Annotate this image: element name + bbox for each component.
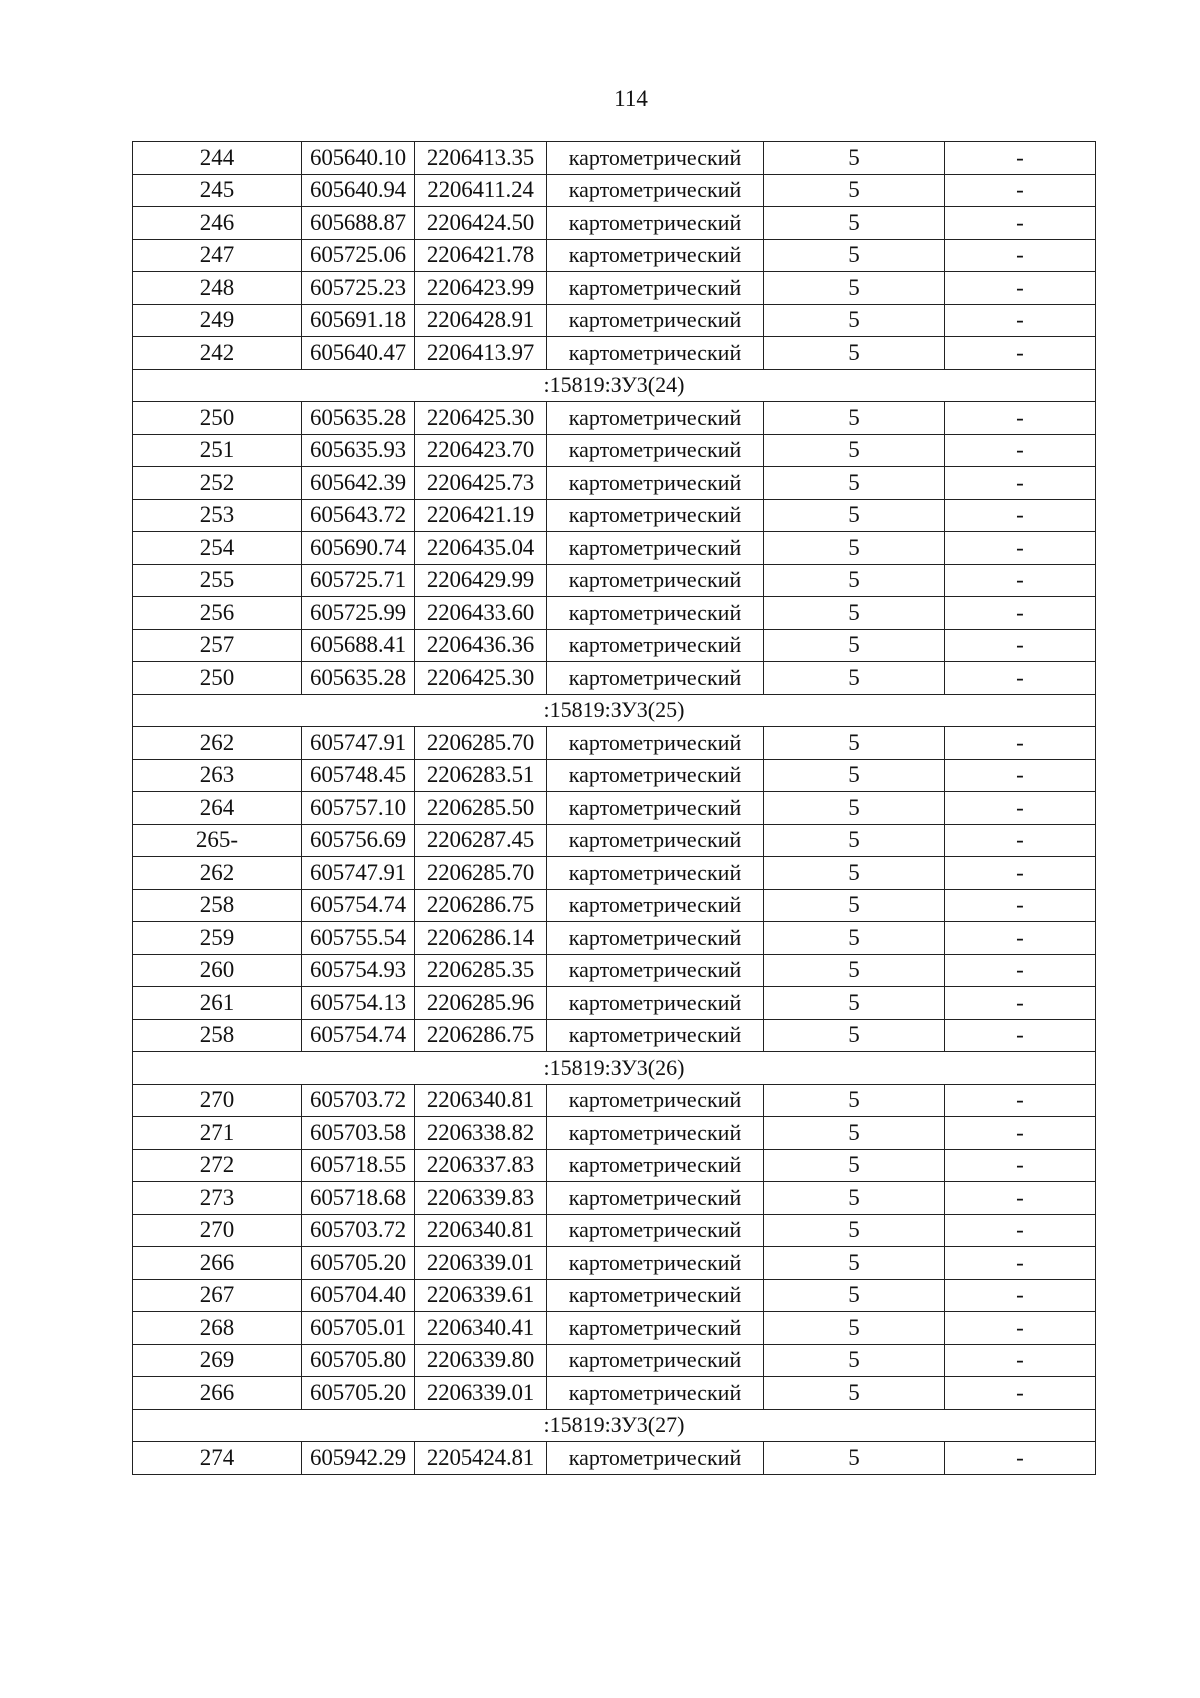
point-number-cell: 262 (133, 857, 302, 890)
accuracy-cell: 5 (764, 792, 945, 825)
y-coordinate-cell: 2206339.80 (415, 1344, 547, 1377)
section-label: :15819:ЗУ3(25) (133, 694, 1096, 727)
accuracy-cell: 5 (764, 987, 945, 1020)
accuracy-cell: 5 (764, 304, 945, 337)
note-cell: - (945, 304, 1096, 337)
y-coordinate-cell: 2206339.83 (415, 1182, 547, 1215)
accuracy-cell: 5 (764, 1149, 945, 1182)
page-number: 114 (614, 86, 648, 111)
note-cell: - (945, 1214, 1096, 1247)
x-coordinate-cell: 605754.74 (302, 1019, 415, 1052)
table-row (133, 1377, 1096, 1410)
table-row (133, 759, 1096, 792)
accuracy-cell: 5 (764, 1182, 945, 1215)
x-coordinate-cell: 605690.74 (302, 532, 415, 565)
method-cell: картометрический (547, 434, 764, 467)
method-cell: картометрический (547, 1117, 764, 1150)
x-coordinate-cell: 605688.87 (302, 207, 415, 240)
method-cell: картометрический (547, 954, 764, 987)
table-row (133, 564, 1096, 597)
table-row (133, 1019, 1096, 1052)
accuracy-cell: 5 (764, 564, 945, 597)
table-row (133, 857, 1096, 890)
y-coordinate-cell: 2206433.60 (415, 597, 547, 630)
y-coordinate-cell: 2206429.99 (415, 564, 547, 597)
method-cell: картометрический (547, 857, 764, 890)
accuracy-cell: 5 (764, 922, 945, 955)
table-row (133, 727, 1096, 760)
point-number-cell: 250 (133, 662, 302, 695)
note-cell: - (945, 532, 1096, 565)
table-row (133, 1344, 1096, 1377)
table-row (133, 1247, 1096, 1280)
x-coordinate-cell: 605703.72 (302, 1084, 415, 1117)
accuracy-cell: 5 (764, 1117, 945, 1150)
accuracy-cell: 5 (764, 239, 945, 272)
note-cell: - (945, 499, 1096, 532)
x-coordinate-cell: 605688.41 (302, 629, 415, 662)
accuracy-cell: 5 (764, 1279, 945, 1312)
note-cell: - (945, 1149, 1096, 1182)
y-coordinate-cell: 2206286.14 (415, 922, 547, 955)
accuracy-cell: 5 (764, 207, 945, 240)
point-number-cell: 269 (133, 1344, 302, 1377)
y-coordinate-cell: 2206340.41 (415, 1312, 547, 1345)
method-cell: картометрический (547, 1149, 764, 1182)
table-row (133, 402, 1096, 435)
point-number-cell: 274 (133, 1442, 302, 1475)
accuracy-cell: 5 (764, 434, 945, 467)
x-coordinate-cell: 605748.45 (302, 759, 415, 792)
method-cell: картометрический (547, 792, 764, 825)
x-coordinate-cell: 605635.28 (302, 402, 415, 435)
y-coordinate-cell: 2206413.97 (415, 337, 547, 370)
table-row (133, 1442, 1096, 1475)
method-cell: картометрический (547, 337, 764, 370)
note-cell: - (945, 1377, 1096, 1410)
point-number-cell: 273 (133, 1182, 302, 1215)
table-row (133, 889, 1096, 922)
point-number-cell: 248 (133, 272, 302, 305)
note-cell: - (945, 727, 1096, 760)
x-coordinate-cell: 605725.99 (302, 597, 415, 630)
accuracy-cell: 5 (764, 1312, 945, 1345)
x-coordinate-cell: 605747.91 (302, 727, 415, 760)
table-row (133, 434, 1096, 467)
x-coordinate-cell: 605705.01 (302, 1312, 415, 1345)
method-cell: картометрический (547, 402, 764, 435)
x-coordinate-cell: 605757.10 (302, 792, 415, 825)
method-cell: картометрический (547, 922, 764, 955)
table-row (133, 1279, 1096, 1312)
x-coordinate-cell: 605754.93 (302, 954, 415, 987)
x-coordinate-cell: 605640.47 (302, 337, 415, 370)
y-coordinate-cell: 2206285.50 (415, 792, 547, 825)
coordinates-table-body (133, 142, 1096, 1475)
point-number-cell: 266 (133, 1377, 302, 1410)
y-coordinate-cell: 2206421.78 (415, 239, 547, 272)
point-number-cell: 263 (133, 759, 302, 792)
x-coordinate-cell: 605703.58 (302, 1117, 415, 1150)
note-cell: - (945, 1442, 1096, 1475)
point-number-cell: 247 (133, 239, 302, 272)
note-cell: - (945, 1247, 1096, 1280)
y-coordinate-cell: 2206339.61 (415, 1279, 547, 1312)
method-cell: картометрический (547, 1344, 764, 1377)
accuracy-cell: 5 (764, 889, 945, 922)
y-coordinate-cell: 2206436.36 (415, 629, 547, 662)
method-cell: картометрический (547, 1214, 764, 1247)
y-coordinate-cell: 2206425.73 (415, 467, 547, 500)
note-cell: - (945, 207, 1096, 240)
note-cell: - (945, 239, 1096, 272)
section-label: :15819:ЗУ3(26) (133, 1052, 1096, 1085)
x-coordinate-cell: 605725.71 (302, 564, 415, 597)
point-number-cell: 257 (133, 629, 302, 662)
note-cell: - (945, 142, 1096, 175)
y-coordinate-cell: 2206338.82 (415, 1117, 547, 1150)
accuracy-cell: 5 (764, 174, 945, 207)
x-coordinate-cell: 605756.69 (302, 824, 415, 857)
point-number-cell: 261 (133, 987, 302, 1020)
accuracy-cell: 5 (764, 467, 945, 500)
accuracy-cell: 5 (764, 532, 945, 565)
x-coordinate-cell: 605691.18 (302, 304, 415, 337)
accuracy-cell: 5 (764, 629, 945, 662)
table-row (133, 1149, 1096, 1182)
note-cell: - (945, 857, 1096, 890)
note-cell: - (945, 1019, 1096, 1052)
point-number-cell: 256 (133, 597, 302, 630)
accuracy-cell: 5 (764, 402, 945, 435)
point-number-cell: 259 (133, 922, 302, 955)
point-number-cell: 249 (133, 304, 302, 337)
y-coordinate-cell: 2206337.83 (415, 1149, 547, 1182)
table-row (133, 467, 1096, 500)
method-cell: картометрический (547, 1279, 764, 1312)
y-coordinate-cell: 2206423.99 (415, 272, 547, 305)
point-number-cell: 242 (133, 337, 302, 370)
y-coordinate-cell: 2206285.96 (415, 987, 547, 1020)
y-coordinate-cell: 2206423.70 (415, 434, 547, 467)
table-row (133, 239, 1096, 272)
table-row (133, 987, 1096, 1020)
y-coordinate-cell: 2206421.19 (415, 499, 547, 532)
table-row (133, 954, 1096, 987)
y-coordinate-cell: 2206285.35 (415, 954, 547, 987)
table-row (133, 337, 1096, 370)
accuracy-cell: 5 (764, 1084, 945, 1117)
note-cell: - (945, 759, 1096, 792)
x-coordinate-cell: 605643.72 (302, 499, 415, 532)
table-row (133, 1214, 1096, 1247)
section-label: :15819:ЗУ3(27) (133, 1409, 1096, 1442)
x-coordinate-cell: 605718.68 (302, 1182, 415, 1215)
note-cell: - (945, 954, 1096, 987)
table-row (133, 207, 1096, 240)
table-row (133, 792, 1096, 825)
table-row (133, 142, 1096, 175)
table-row (133, 824, 1096, 857)
table-row (133, 629, 1096, 662)
method-cell: картометрический (547, 239, 764, 272)
accuracy-cell: 5 (764, 499, 945, 532)
method-cell: картометрический (547, 1247, 764, 1280)
point-number-cell: 250 (133, 402, 302, 435)
method-cell: картометрический (547, 629, 764, 662)
table-row (133, 1084, 1096, 1117)
y-coordinate-cell: 2206285.70 (415, 727, 547, 760)
y-coordinate-cell: 2206286.75 (415, 889, 547, 922)
point-number-cell: 253 (133, 499, 302, 532)
point-number-cell: 254 (133, 532, 302, 565)
method-cell: картометрический (547, 1312, 764, 1345)
table-row (133, 272, 1096, 305)
point-number-cell: 264 (133, 792, 302, 825)
note-cell: - (945, 564, 1096, 597)
point-number-cell: 258 (133, 1019, 302, 1052)
x-coordinate-cell: 605640.94 (302, 174, 415, 207)
table-row (133, 304, 1096, 337)
note-cell: - (945, 434, 1096, 467)
accuracy-cell: 5 (764, 272, 945, 305)
y-coordinate-cell: 2206425.30 (415, 402, 547, 435)
accuracy-cell: 5 (764, 1214, 945, 1247)
point-number-cell: 260 (133, 954, 302, 987)
note-cell: - (945, 889, 1096, 922)
y-coordinate-cell: 2206339.01 (415, 1247, 547, 1280)
table-row (133, 1117, 1096, 1150)
note-cell: - (945, 467, 1096, 500)
y-coordinate-cell: 2206340.81 (415, 1084, 547, 1117)
method-cell: картометрический (547, 564, 764, 597)
point-number-cell: 272 (133, 1149, 302, 1182)
x-coordinate-cell: 605704.40 (302, 1279, 415, 1312)
point-number-cell: 270 (133, 1214, 302, 1247)
note-cell: - (945, 629, 1096, 662)
x-coordinate-cell: 605640.10 (302, 142, 415, 175)
accuracy-cell: 5 (764, 1442, 945, 1475)
x-coordinate-cell: 605755.54 (302, 922, 415, 955)
method-cell: картометрический (547, 272, 764, 305)
y-coordinate-cell: 2206435.04 (415, 532, 547, 565)
accuracy-cell: 5 (764, 597, 945, 630)
x-coordinate-cell: 605705.80 (302, 1344, 415, 1377)
point-number-cell: 244 (133, 142, 302, 175)
y-coordinate-cell: 2206339.01 (415, 1377, 547, 1410)
y-coordinate-cell: 2206283.51 (415, 759, 547, 792)
accuracy-cell: 5 (764, 337, 945, 370)
method-cell: картометрический (547, 1377, 764, 1410)
method-cell: картометрический (547, 499, 764, 532)
section-header-row (133, 369, 1096, 402)
method-cell: картометрический (547, 727, 764, 760)
x-coordinate-cell: 605718.55 (302, 1149, 415, 1182)
method-cell: картометрический (547, 889, 764, 922)
x-coordinate-cell: 605754.74 (302, 889, 415, 922)
table-row (133, 174, 1096, 207)
method-cell: картометрический (547, 1442, 764, 1475)
section-header-row (133, 1052, 1096, 1085)
x-coordinate-cell: 605747.91 (302, 857, 415, 890)
accuracy-cell: 5 (764, 142, 945, 175)
method-cell: картометрический (547, 1019, 764, 1052)
note-cell: - (945, 1117, 1096, 1150)
point-number-cell: 251 (133, 434, 302, 467)
table-row (133, 1182, 1096, 1215)
method-cell: картометрический (547, 987, 764, 1020)
point-number-cell: 267 (133, 1279, 302, 1312)
table-row (133, 662, 1096, 695)
y-coordinate-cell: 2206287.45 (415, 824, 547, 857)
x-coordinate-cell: 605703.72 (302, 1214, 415, 1247)
note-cell: - (945, 987, 1096, 1020)
point-number-cell: 270 (133, 1084, 302, 1117)
accuracy-cell: 5 (764, 1019, 945, 1052)
y-coordinate-cell: 2206413.35 (415, 142, 547, 175)
accuracy-cell: 5 (764, 1247, 945, 1280)
note-cell: - (945, 922, 1096, 955)
y-coordinate-cell: 2206286.75 (415, 1019, 547, 1052)
table-row (133, 922, 1096, 955)
coordinates-table (132, 141, 1096, 1475)
note-cell: - (945, 1084, 1096, 1117)
y-coordinate-cell: 2206285.70 (415, 857, 547, 890)
x-coordinate-cell: 605642.39 (302, 467, 415, 500)
point-number-cell: 245 (133, 174, 302, 207)
x-coordinate-cell: 605635.93 (302, 434, 415, 467)
accuracy-cell: 5 (764, 954, 945, 987)
accuracy-cell: 5 (764, 662, 945, 695)
note-cell: - (945, 662, 1096, 695)
point-number-cell: 252 (133, 467, 302, 500)
accuracy-cell: 5 (764, 1344, 945, 1377)
note-cell: - (945, 1279, 1096, 1312)
note-cell: - (945, 792, 1096, 825)
point-number-cell: 262 (133, 727, 302, 760)
x-coordinate-cell: 605705.20 (302, 1377, 415, 1410)
note-cell: - (945, 824, 1096, 857)
table-row (133, 499, 1096, 532)
accuracy-cell: 5 (764, 759, 945, 792)
point-number-cell: 246 (133, 207, 302, 240)
x-coordinate-cell: 605725.23 (302, 272, 415, 305)
point-number-cell: 268 (133, 1312, 302, 1345)
accuracy-cell: 5 (764, 824, 945, 857)
x-coordinate-cell: 605705.20 (302, 1247, 415, 1280)
y-coordinate-cell: 2206340.81 (415, 1214, 547, 1247)
method-cell: картометрический (547, 142, 764, 175)
method-cell: картометрический (547, 597, 764, 630)
point-number-cell: 271 (133, 1117, 302, 1150)
table-row (133, 532, 1096, 565)
accuracy-cell: 5 (764, 727, 945, 760)
note-cell: - (945, 174, 1096, 207)
accuracy-cell: 5 (764, 857, 945, 890)
note-cell: - (945, 597, 1096, 630)
method-cell: картометрический (547, 304, 764, 337)
section-header-row (133, 1409, 1096, 1442)
x-coordinate-cell: 605725.06 (302, 239, 415, 272)
section-header-row (133, 694, 1096, 727)
x-coordinate-cell: 605942.29 (302, 1442, 415, 1475)
method-cell: картометрический (547, 532, 764, 565)
note-cell: - (945, 337, 1096, 370)
method-cell: картометрический (547, 174, 764, 207)
method-cell: картометрический (547, 467, 764, 500)
note-cell: - (945, 1312, 1096, 1345)
point-number-cell: 258 (133, 889, 302, 922)
method-cell: картометрический (547, 824, 764, 857)
method-cell: картометрический (547, 207, 764, 240)
method-cell: картометрический (547, 1084, 764, 1117)
point-number-cell: 265- (133, 824, 302, 857)
accuracy-cell: 5 (764, 1377, 945, 1410)
y-coordinate-cell: 2205424.81 (415, 1442, 547, 1475)
note-cell: - (945, 402, 1096, 435)
y-coordinate-cell: 2206425.30 (415, 662, 547, 695)
table-row (133, 1312, 1096, 1345)
section-label: :15819:ЗУ3(24) (133, 369, 1096, 402)
point-number-cell: 255 (133, 564, 302, 597)
x-coordinate-cell: 605635.28 (302, 662, 415, 695)
point-number-cell: 266 (133, 1247, 302, 1280)
table-row (133, 597, 1096, 630)
note-cell: - (945, 1344, 1096, 1377)
method-cell: картометрический (547, 759, 764, 792)
note-cell: - (945, 1182, 1096, 1215)
y-coordinate-cell: 2206411.24 (415, 174, 547, 207)
method-cell: картометрический (547, 1182, 764, 1215)
method-cell: картометрический (547, 662, 764, 695)
y-coordinate-cell: 2206428.91 (415, 304, 547, 337)
note-cell: - (945, 272, 1096, 305)
y-coordinate-cell: 2206424.50 (415, 207, 547, 240)
x-coordinate-cell: 605754.13 (302, 987, 415, 1020)
